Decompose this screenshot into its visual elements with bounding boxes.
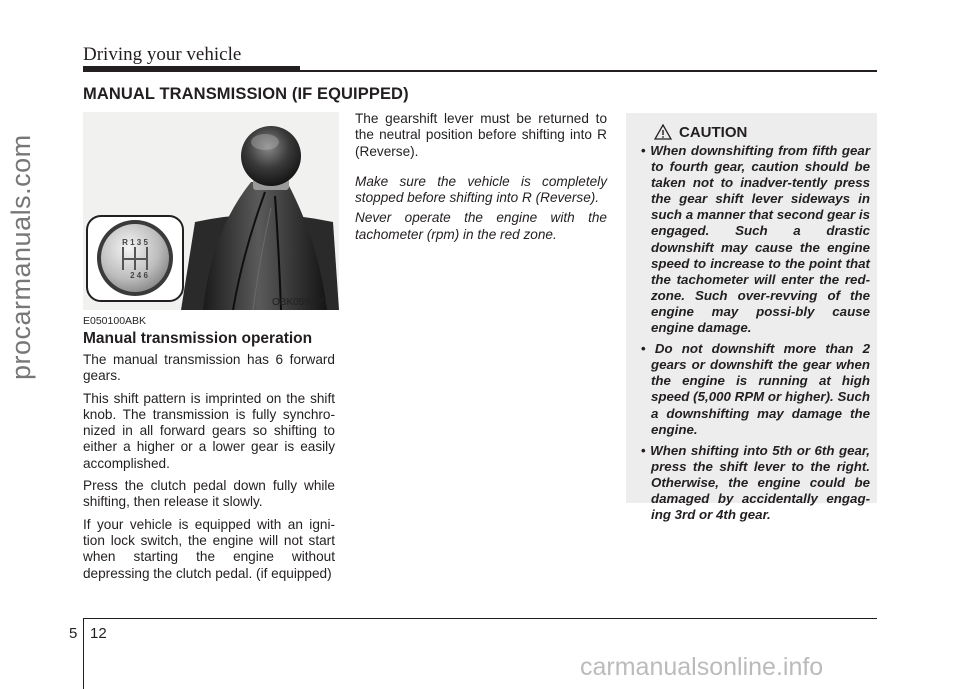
subsection-title: Manual transmission operation: [83, 330, 313, 347]
caution-item-text: When shifting into 5th or 6th gear, press the shift lever to the right. Otherwise, the engine could be damaged by accidentally engag-ing 3rd or 4th gear.: [650, 442, 870, 523]
chapter-number: 5: [69, 625, 78, 642]
shift-knob-illustration: [83, 112, 339, 310]
middle-column-text: [355, 111, 607, 249]
paragraph: Press the clutch pedal down fully while shifting, then release it slowly.: [83, 478, 335, 510]
subsection-code: E050100ABK: [83, 315, 147, 327]
paragraph: This shift pattern is imprinted on the shift knob. The transmission is fully synchro-nized in all forward gears so shifting to either a higher or a lower gear is easily accomplished.: [83, 390, 335, 471]
caution-box: [626, 113, 877, 523]
footer-rule: [83, 618, 877, 619]
warning-triangle-icon: [654, 124, 672, 140]
caution-header: [654, 121, 747, 143]
knob-top-row-label: R 1 3 5: [122, 238, 148, 247]
caution-item-text: Do not downshift more than 2 gears or downshift the gear when the engine is running at high speed (5,000 RPM or higher). Such a downshifting may damage the engine.: [651, 341, 870, 437]
list-item: • When downshifting from fifth gear to fourth gear, caution should be taken not to inadver-tently press the gear shift lever sideways in such a manner that second gear is engaged. Such a drastic downshift may cause the engine speed to increase to the point that the tachometer will enter the red-zone. Such over-revving of the engine may possi-bly cause engine damage.: [641, 143, 870, 336]
note-paragraph: Never operate the engine with the tachometer (rpm) in the red zone.: [355, 210, 607, 242]
note-paragraph: Make sure the vehicle is completely stopped before shifting into R (Reverse).: [355, 173, 607, 206]
footer-divider: [83, 618, 84, 689]
paragraph: The manual transmission has 6 forward gears.: [83, 352, 335, 384]
header-rule-thick: [83, 66, 300, 72]
header-rule-thin: [300, 70, 877, 72]
paragraph: The gearshift lever must be returned to the neutral position before shifting into R (Reverse).: [355, 111, 607, 159]
left-column-text: [83, 352, 335, 588]
paragraph: If your vehicle is equipped with an igni-tion lock switch, the engine will not start when starting the engine without depressing the clutch pedal. (if equipped): [83, 516, 335, 581]
page-header-title: Driving your vehicle: [83, 44, 242, 65]
list-item: • When shifting into 5th or 6th gear, press the shift lever to the right. Otherwise, the engine could be damaged by accidentally engag-ing 3rd or 4th gear.: [641, 442, 870, 523]
caution-list: [634, 143, 870, 528]
shift-knob-figure: [83, 112, 339, 310]
bottom-watermark: carmanualsonline.info: [580, 653, 824, 681]
caution-item-text: When downshifting from fifth gear to fourth gear, caution should be taken not to inadver-tently press the gear shift lever sideways in such a manner that second gear is engaged. Such a drastic downshift may cause the engine speed to increase to the point that the tachometer will enter the red-zone. Such over-revving of the engine may possi-bly cause engine damage.: [650, 143, 870, 336]
knob-bottom-row-label: 2 4 6: [130, 271, 148, 280]
figure-code: OBK059005: [272, 297, 327, 308]
list-item: • Do not downshift more than 2 gears or downshift the gear when the engine is running at high speed (5,000 RPM or higher). Such a downshifting may damage the engine.: [641, 341, 870, 437]
side-watermark: procarmanuals.com: [6, 134, 36, 380]
section-title: MANUAL TRANSMISSION (IF EQUIPPED): [83, 85, 409, 103]
caution-title: CAUTION: [679, 123, 748, 141]
page-number: 12: [90, 625, 107, 642]
